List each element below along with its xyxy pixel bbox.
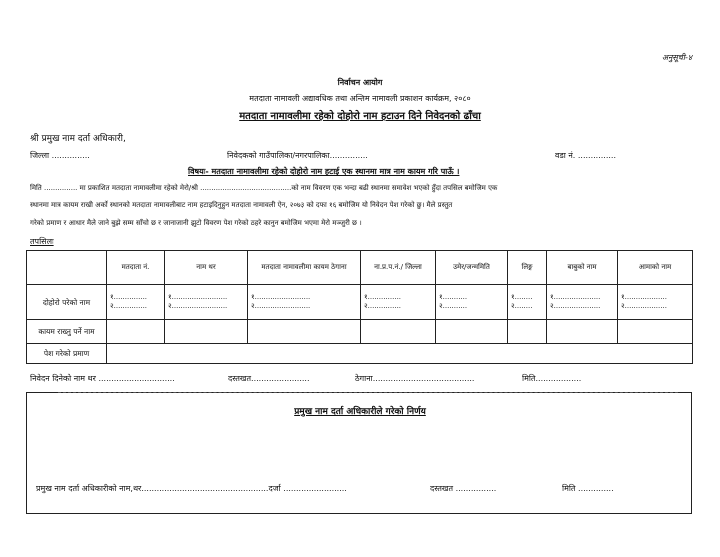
table-cell[interactable] xyxy=(618,320,693,344)
header-age: उमेर/जन्ममिति xyxy=(436,251,508,285)
row-label-keep: कायम राख्नु पर्ने नाम xyxy=(27,320,107,344)
cell-line: १..................... xyxy=(550,293,601,301)
cell-line: २............... xyxy=(110,302,148,310)
officer-signature-field: दस्तखत ................ xyxy=(430,484,497,493)
table-cell[interactable] xyxy=(248,320,361,344)
details-label: तपसिलः xyxy=(30,237,54,246)
header-blank xyxy=(27,251,107,285)
subject-text: विषयः- मतदाता नामावलीमा रहेको दोहोरो नाम हटाई एक स्थानमा मात्र नाम कायम गरि पाऊँ । xyxy=(188,167,460,176)
table-cell[interactable] xyxy=(165,320,248,344)
table-header-row xyxy=(27,251,693,285)
header-name: नाम थर xyxy=(165,251,248,285)
cell-line: २......................... xyxy=(168,302,228,310)
annex-label: अनुसूची-४ xyxy=(661,53,692,62)
header-citizenship: ना.प्र.प.नं./ जिल्ला xyxy=(361,251,436,285)
cell-line: २........... xyxy=(439,302,468,310)
body-line-3: गरेको प्रमाण र आधार मैले जाने बुझे सम्म साँचो छ र जानाजानी झुटो विवरण पेश गरेको ठहरे कानुन बमोजिम भएमा मेरो मञ्जुरी छ । xyxy=(30,219,362,227)
cell-line: २................... xyxy=(621,302,667,310)
cell-line: २............... xyxy=(364,302,402,310)
table-row xyxy=(27,320,693,344)
cell-line: १............... xyxy=(364,293,402,301)
table-cell[interactable] xyxy=(618,285,693,320)
header-address: मतदाता नामावलीमा कायम ठेगाना xyxy=(248,251,361,285)
applicant-signature-field: दस्तखत....................... xyxy=(228,374,310,383)
table-cell[interactable] xyxy=(165,285,248,320)
cell-line: १......................... xyxy=(168,293,228,301)
body-line-2: स्थानमा मात्र कायम राखी अर्को स्थानको मतदाता नामावलीबाट नाम हटाइदिनुहुन मतदाता नामावली ऐन, २०७३ को दफा १६ बमोजिम यो निवेदन पेश गरेको छु। मैले प्रस्तुत xyxy=(30,201,453,209)
header-gender: लिङ्ग xyxy=(508,251,547,285)
header-mother-name: आमाको नाम xyxy=(618,251,693,285)
cell-line: १........... xyxy=(439,293,468,301)
table-cell[interactable] xyxy=(508,320,547,344)
applicant-address-field: ठेगाना........................................ xyxy=(355,374,475,383)
cell-line: २........ xyxy=(511,302,533,310)
table-cell[interactable] xyxy=(361,320,436,344)
officer-name-field: प्रमुख नाम दर्ता अधिकारीको नाम,थर..................................................दर्जा ......................... xyxy=(36,484,347,493)
program-title: मतदाता नामावली अद्यावधिक तथा अन्तिम नामावली प्रकाशन कार्यक्रम, २०८० xyxy=(249,94,471,103)
details-table xyxy=(26,250,693,364)
table-cell[interactable] xyxy=(107,320,165,344)
decision-date-field: मिति .............. xyxy=(562,484,614,493)
table-cell[interactable] xyxy=(107,285,165,320)
addressee: श्री प्रमुख नाम दर्ता अधिकारी, xyxy=(30,134,126,144)
application-date-field: मिति.................. xyxy=(522,374,582,383)
municipality-field: निवेदकको गाउँपालिका/नगरपालिका............... xyxy=(227,151,368,160)
header-voter-number: मतदाता नं. xyxy=(107,251,165,285)
cell-line: १................... xyxy=(621,293,667,301)
district-field: जिल्ला ............... xyxy=(30,151,90,160)
evidence-cell[interactable] xyxy=(107,344,693,364)
table-row xyxy=(27,344,693,364)
cell-line: २..................... xyxy=(550,302,601,310)
table-cell[interactable] xyxy=(508,285,547,320)
divider xyxy=(58,392,678,393)
table-cell[interactable] xyxy=(436,285,508,320)
cell-line: २......................... xyxy=(251,302,311,310)
body-line-1: मिति ............... मा प्रकाशित मतदाता नामावलीमा रहेको मेरो/श्री .........................................को नाम विवरण एक भन्दा बढी स्थानमा समावेश भएको हुँदा तपसिल बमोजिम एक xyxy=(30,184,498,192)
header-father-name: बाबुको नाम xyxy=(547,251,618,285)
row-label-evidence: पेश गरेको प्रमाण xyxy=(27,344,107,364)
table-cell[interactable] xyxy=(248,285,361,320)
cell-line: १............... xyxy=(110,293,148,301)
cell-line: १......................... xyxy=(251,293,311,301)
form-title: मतदाता नामावलीमा रहेको दोहोरो नाम हटाउन दिने निवेदनको ढाँचा xyxy=(239,111,481,122)
decision-title: प्रमुख नाम दर्ता अधिकारीले गरेको निर्णय xyxy=(294,407,426,417)
table-cell[interactable] xyxy=(547,285,618,320)
table-row xyxy=(27,285,693,320)
table-cell[interactable] xyxy=(436,320,508,344)
table-cell[interactable] xyxy=(547,320,618,344)
organization-name: निर्वाचन आयोग xyxy=(337,78,383,87)
ward-field: वडा नं. ............... xyxy=(555,151,617,160)
applicant-name-field: निवेदन दिनेको नाम थर .............................. xyxy=(30,374,175,383)
table-cell[interactable] xyxy=(361,285,436,320)
cell-line: १........ xyxy=(511,293,533,301)
subject-line xyxy=(188,166,459,177)
row-label-duplicate: दोहोरो परेको नाम xyxy=(27,285,107,320)
